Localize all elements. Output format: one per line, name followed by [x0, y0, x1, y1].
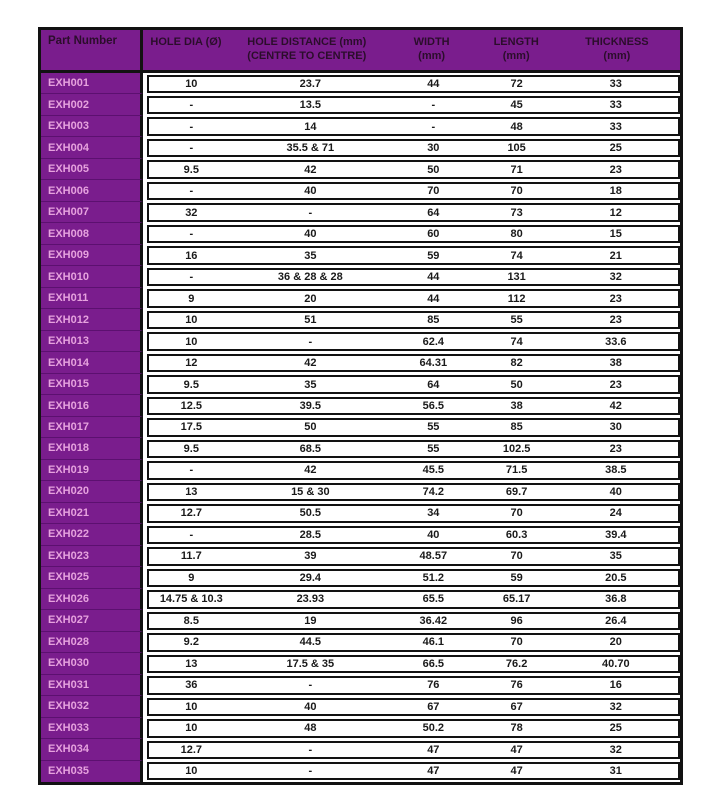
hole-distance-cell: -	[308, 743, 313, 756]
length-cell: 50	[510, 378, 523, 391]
hole-distance-cell: 14	[304, 120, 317, 133]
column-header-thickness-sub: (mm)	[603, 50, 631, 63]
width-cell: 55	[427, 442, 440, 455]
part-number-cell: EXH006	[41, 180, 143, 201]
column-header-width-label: WIDTH	[413, 36, 450, 48]
length-cell: 55	[510, 314, 523, 327]
part-number-cell: EXH013	[41, 331, 143, 352]
width-cell: 48.57	[419, 550, 448, 563]
table-row	[41, 73, 680, 94]
part-number-cell: EXH020	[41, 481, 143, 502]
hole-dia-cell: 13	[185, 657, 198, 670]
table-row	[41, 632, 680, 653]
hole-distance-cell: 35	[304, 378, 317, 391]
hole-distance-cell: 13.5	[299, 99, 322, 112]
thickness-cell: 23	[609, 314, 622, 327]
length-cell: 70	[510, 507, 523, 520]
thickness-cell: 25	[609, 142, 622, 155]
table-row	[41, 460, 680, 481]
width-cell: 56.5	[422, 400, 445, 412]
length-cell: 131	[507, 271, 526, 284]
hole-dia-cell: -	[189, 271, 194, 284]
table-row	[41, 739, 680, 760]
length-cell: 59	[510, 571, 523, 584]
column-header-width	[385, 30, 479, 70]
table-body	[41, 73, 680, 782]
hole-dia-cell: 14.75 & 10.3	[159, 593, 223, 606]
row-values-strip	[147, 676, 680, 694]
part-number-cell: EXH026	[41, 589, 143, 610]
table-row	[41, 524, 680, 545]
table-row	[41, 137, 680, 158]
width-cell: 76	[427, 679, 440, 692]
hole-dia-cell: -	[189, 142, 194, 155]
table-row	[41, 438, 680, 459]
table-row	[41, 718, 680, 739]
width-cell: 47	[427, 765, 440, 778]
hole-dia-cell: 9.2	[183, 636, 199, 649]
width-cell: 64	[427, 206, 440, 219]
length-cell: 112	[507, 292, 526, 305]
width-cell: 50.2	[422, 722, 445, 735]
hole-dia-cell: 9.5	[183, 378, 199, 391]
width-cell: 55	[427, 421, 440, 434]
hole-dia-cell: 16	[185, 249, 198, 262]
width-cell: 67	[427, 700, 440, 713]
hole-distance-cell: 39.5	[299, 400, 322, 412]
row-values-strip	[147, 569, 680, 587]
hole-dia-cell: 10	[185, 77, 198, 90]
length-cell: 82	[510, 357, 523, 370]
hole-dia-cell: -	[189, 228, 194, 241]
width-cell: 74.2	[422, 485, 445, 498]
part-number-cell: EXH005	[41, 159, 143, 180]
width-cell: 47	[427, 743, 440, 756]
thickness-cell: 32	[609, 743, 622, 756]
part-number-cell: EXH034	[41, 739, 143, 760]
width-cell: 65.5	[422, 593, 445, 606]
hole-dia-cell: 9	[188, 292, 195, 305]
part-number-cell: EXH019	[41, 460, 143, 481]
length-cell: 80	[510, 228, 523, 241]
hole-distance-cell: 35	[304, 249, 317, 262]
table-row	[41, 395, 680, 416]
part-number-cell: EXH025	[41, 567, 143, 588]
thickness-cell: 33	[609, 99, 622, 112]
table-row	[41, 696, 680, 717]
table-row	[41, 481, 680, 502]
hole-distance-cell: 15 & 30	[291, 485, 330, 498]
thickness-cell: 40.70	[602, 657, 630, 670]
hole-distance-cell: 40	[304, 228, 317, 241]
table-row	[41, 159, 680, 180]
width-cell: 66.5	[422, 657, 445, 670]
table-row	[41, 94, 680, 115]
length-cell: 76	[510, 679, 523, 692]
row-values-strip	[147, 354, 680, 372]
column-header-hole-distance-label: HOLE DISTANCE (mm)	[247, 36, 367, 48]
hole-dia-cell: -	[189, 120, 194, 133]
length-cell: 105	[507, 142, 526, 155]
length-cell: 38	[510, 400, 523, 412]
thickness-cell: 36.8	[605, 593, 627, 606]
thickness-cell: 23	[609, 163, 622, 176]
part-number-cell: EXH010	[41, 266, 143, 287]
thickness-cell: 40	[609, 485, 622, 498]
width-cell: 70	[427, 185, 440, 198]
part-number-cell: EXH021	[41, 503, 143, 524]
hole-dia-cell: -	[189, 99, 194, 112]
column-header-thickness	[554, 30, 680, 70]
hole-distance-cell: 50.5	[299, 507, 322, 520]
width-cell: 44	[427, 271, 440, 284]
row-values-strip	[147, 75, 680, 93]
hole-dia-cell: 8.5	[183, 614, 199, 627]
thickness-cell: 38	[609, 357, 622, 370]
length-cell: 71.5	[505, 464, 528, 477]
column-header-hole-dia	[143, 30, 229, 70]
table-row	[41, 610, 680, 631]
hole-dia-cell: 11.7	[180, 550, 202, 563]
length-cell: 74	[510, 249, 523, 262]
hole-dia-cell: 13	[185, 485, 198, 498]
part-number-cell: EXH023	[41, 546, 143, 567]
part-number-cell: EXH030	[41, 653, 143, 674]
row-values-strip	[147, 547, 680, 565]
table-row	[41, 309, 680, 330]
width-cell: 46.1	[422, 636, 445, 649]
thickness-cell: 20.5	[605, 571, 627, 584]
row-values-strip	[147, 590, 680, 608]
thickness-cell: 39.4	[605, 528, 627, 541]
table-row	[41, 503, 680, 524]
length-cell: 47	[510, 743, 523, 756]
hole-distance-cell: 17.5 & 35	[286, 657, 335, 670]
row-values-strip	[147, 225, 680, 243]
row-values-strip	[147, 96, 680, 114]
table-header-row	[41, 30, 680, 73]
part-number-cell: EXH009	[41, 245, 143, 266]
table-row	[41, 374, 680, 395]
table-row	[41, 202, 680, 223]
part-number-cell: EXH032	[41, 696, 143, 717]
hole-distance-cell: 44.5	[299, 636, 322, 649]
hole-distance-cell: 19	[304, 614, 317, 627]
thickness-cell: 20	[609, 636, 622, 649]
row-values-strip	[147, 160, 680, 178]
hole-dia-cell: 12.5	[180, 400, 203, 412]
length-cell: 69.7	[505, 485, 528, 498]
hole-dia-cell: 9.5	[183, 163, 199, 176]
part-number-cell: EXH001	[41, 73, 143, 94]
width-cell: 59	[427, 249, 440, 262]
hole-distance-cell: -	[308, 765, 313, 778]
hole-dia-cell: 12	[185, 357, 198, 370]
width-cell: 45.5	[422, 464, 445, 477]
width-cell: 40	[427, 528, 440, 541]
part-number-cell: EXH008	[41, 223, 143, 244]
column-header-hole-dia-label: HOLE DIA (Ø)	[150, 36, 222, 48]
hole-dia-cell: 32	[185, 206, 198, 219]
row-values-strip	[147, 289, 680, 307]
row-values-strip	[147, 268, 680, 286]
row-values-strip	[147, 397, 680, 415]
row-values-strip	[147, 655, 680, 673]
thickness-cell: 24	[609, 507, 622, 520]
length-cell: 70	[510, 550, 523, 563]
hole-dia-cell: 10	[185, 765, 198, 778]
hole-dia-cell: 17.5	[180, 421, 203, 434]
thickness-cell: 18	[609, 185, 622, 198]
hole-dia-cell: 10	[185, 335, 198, 348]
length-cell: 76.2	[505, 657, 528, 670]
hole-distance-cell: -	[308, 335, 313, 348]
thickness-cell: 32	[609, 271, 622, 284]
part-number-cell: EXH017	[41, 417, 143, 438]
hole-distance-cell: 36 & 28 & 28	[277, 271, 343, 284]
thickness-cell: 23	[609, 378, 622, 391]
table-row	[41, 266, 680, 287]
table-row	[41, 288, 680, 309]
row-values-strip	[147, 418, 680, 436]
part-number-cell: EXH018	[41, 438, 143, 459]
width-cell: -	[431, 99, 436, 112]
thickness-cell: 33.6	[605, 335, 627, 348]
hole-distance-cell: 29.4	[299, 571, 322, 584]
part-number-cell: EXH035	[41, 761, 143, 782]
column-header-hole-distance	[229, 30, 385, 70]
hole-distance-cell: 40	[304, 185, 317, 198]
length-cell: 47	[510, 765, 523, 778]
column-header-hole-distance-sub: (CENTRE TO CENTRE)	[247, 50, 367, 63]
hole-distance-cell: -	[308, 679, 313, 692]
width-cell: 64	[427, 378, 440, 391]
hole-distance-cell: 28.5	[299, 528, 322, 541]
table-row	[41, 546, 680, 567]
row-values-strip	[147, 526, 680, 544]
width-cell: 44	[427, 77, 440, 90]
thickness-cell: 25	[609, 722, 622, 735]
thickness-cell: 16	[609, 679, 622, 692]
hole-dia-cell: -	[189, 185, 194, 198]
table-row	[41, 653, 680, 674]
part-number-cell: EXH016	[41, 395, 143, 416]
thickness-cell: 30	[609, 421, 622, 434]
column-header-length	[479, 30, 554, 70]
hole-distance-cell: 42	[304, 464, 317, 477]
part-number-cell: EXH004	[41, 137, 143, 158]
row-values-strip	[147, 182, 680, 200]
part-number-cell: EXH002	[41, 94, 143, 115]
column-header-thickness-label: THICKNESS	[585, 36, 649, 48]
table-row	[41, 675, 680, 696]
width-cell: 51.2	[422, 571, 445, 584]
row-values-strip	[147, 719, 680, 737]
length-cell: 74	[510, 335, 523, 348]
row-values-strip	[147, 633, 680, 651]
length-cell: 65.17	[502, 593, 531, 606]
table-row	[41, 116, 680, 137]
row-values-strip	[147, 203, 680, 221]
row-values-strip	[147, 375, 680, 393]
length-cell: 48	[510, 120, 523, 133]
part-number-cell: EXH011	[41, 288, 143, 309]
part-number-cell: EXH007	[41, 202, 143, 223]
row-values-strip	[147, 246, 680, 264]
column-header-width-sub: (mm)	[418, 50, 446, 63]
length-cell: 70	[510, 636, 523, 649]
hole-dia-cell: 12.7	[180, 507, 203, 520]
column-header-length-sub: (mm)	[502, 50, 530, 63]
part-number-cell: EXH033	[41, 718, 143, 739]
length-cell: 78	[510, 722, 523, 735]
width-cell: 30	[427, 142, 440, 155]
table-row	[41, 761, 680, 782]
hole-dia-cell: -	[189, 528, 194, 541]
hole-distance-cell: 20	[304, 292, 317, 305]
length-cell: 60.3	[505, 528, 528, 541]
thickness-cell: 31	[609, 765, 622, 778]
hole-distance-cell: -	[308, 206, 313, 219]
thickness-cell: 38.5	[605, 464, 627, 477]
length-cell: 67	[510, 700, 523, 713]
hole-dia-cell: 10	[185, 314, 198, 327]
hole-distance-cell: 42	[304, 163, 317, 176]
thickness-cell: 12	[609, 206, 622, 219]
part-number-cell: EXH003	[41, 116, 143, 137]
table-row	[41, 223, 680, 244]
hole-distance-cell: 50	[304, 421, 317, 434]
thickness-cell: 32	[609, 700, 622, 713]
hole-distance-cell: 39	[304, 550, 317, 563]
part-number-cell: EXH012	[41, 309, 143, 330]
thickness-cell: 26.4	[605, 614, 627, 627]
row-values-strip	[147, 698, 680, 716]
row-values-strip	[147, 741, 680, 759]
thickness-cell: 21	[609, 249, 622, 262]
width-cell: -	[431, 120, 436, 133]
part-number-cell: EXH031	[41, 675, 143, 696]
width-cell: 34	[427, 507, 440, 520]
hole-distance-cell: 42	[304, 357, 317, 370]
length-cell: 102.5	[502, 442, 531, 455]
row-values-strip	[147, 612, 680, 630]
row-values-strip	[147, 117, 680, 135]
hole-distance-cell: 23.93	[296, 593, 325, 606]
length-cell: 70	[510, 185, 523, 198]
table-row	[41, 352, 680, 373]
table-row	[41, 567, 680, 588]
hole-distance-cell: 51	[304, 314, 317, 327]
hole-dia-cell: 36	[185, 679, 198, 692]
part-number-cell: EXH027	[41, 610, 143, 631]
row-values-strip	[147, 504, 680, 522]
column-header-part-number: Part Number	[41, 30, 143, 70]
thickness-cell: 42	[609, 400, 622, 412]
thickness-cell: 15	[609, 228, 622, 241]
thickness-cell: 33	[609, 77, 622, 90]
length-cell: 72	[510, 77, 523, 90]
length-cell: 45	[510, 99, 523, 112]
hole-distance-cell: 68.5	[299, 442, 322, 455]
width-cell: 85	[427, 314, 440, 327]
length-cell: 71	[510, 163, 523, 176]
table-row	[41, 180, 680, 201]
thickness-cell: 33	[609, 120, 622, 133]
hole-distance-cell: 40	[304, 700, 317, 713]
length-cell: 85	[510, 421, 523, 434]
width-cell: 60	[427, 228, 440, 241]
width-cell: 64.31	[419, 357, 448, 370]
part-number-cell: EXH022	[41, 524, 143, 545]
hole-distance-cell: 23.7	[299, 77, 322, 90]
width-cell: 44	[427, 292, 440, 305]
thickness-cell: 23	[609, 292, 622, 305]
length-cell: 73	[510, 206, 523, 219]
hole-dia-cell: -	[189, 464, 194, 477]
hole-dia-cell: 9.5	[183, 442, 199, 455]
parts-spec-table	[38, 27, 683, 785]
part-number-cell: EXH015	[41, 374, 143, 395]
table-row	[41, 589, 680, 610]
hole-distance-cell: 35.5 & 71	[286, 142, 335, 155]
thickness-cell: 35	[609, 550, 622, 563]
row-values-strip	[147, 139, 680, 157]
table-row	[41, 417, 680, 438]
data-column-headers	[143, 30, 680, 70]
length-cell: 96	[510, 614, 523, 627]
hole-dia-cell: 10	[185, 722, 198, 735]
width-cell: 36.42	[419, 614, 448, 627]
part-number-cell: EXH028	[41, 632, 143, 653]
table-row	[41, 331, 680, 352]
width-cell: 50	[427, 163, 440, 176]
width-cell: 62.4	[422, 335, 445, 348]
thickness-cell: 23	[609, 442, 622, 455]
hole-dia-cell: 12.7	[180, 743, 203, 756]
table-row	[41, 245, 680, 266]
column-header-length-label: LENGTH	[493, 36, 539, 48]
row-values-strip	[147, 311, 680, 329]
row-values-strip	[147, 483, 680, 501]
row-values-strip	[147, 332, 680, 350]
hole-dia-cell: 9	[188, 571, 195, 584]
row-values-strip	[147, 461, 680, 479]
hole-dia-cell: 10	[185, 700, 198, 713]
row-values-strip	[147, 440, 680, 458]
hole-distance-cell: 48	[304, 722, 317, 735]
row-values-strip	[147, 762, 680, 780]
part-number-cell: EXH014	[41, 352, 143, 373]
